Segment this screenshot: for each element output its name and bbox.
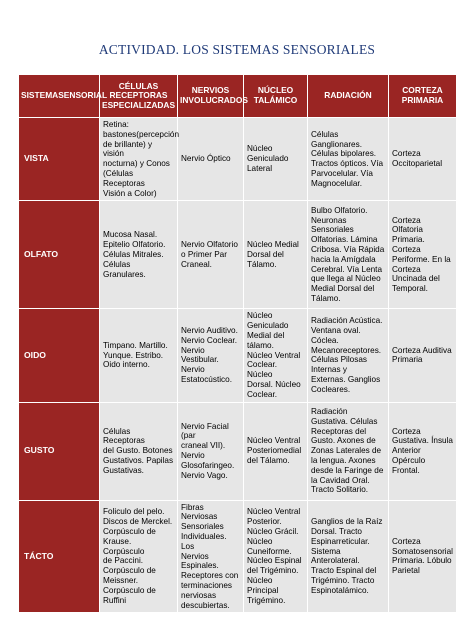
header-sistema-sensorial: SISTEMASENSORIAL: [19, 75, 100, 118]
radiation-cell: Radiación Acústica. Ventana oval. Cóclea. Mecanoreceptores. Células Pilosas Internas y Externas. Ganglios Cocleares.: [308, 309, 389, 402]
receptors-cell: Células Receptoras del Gusto. Botones Gustativos. Papilas Gustativas.: [100, 402, 178, 500]
sense-cell: VISTA: [19, 118, 100, 201]
header-celulas-receptoras: CÉLULAS RECEPTORAS ESPECIALIZADAS: [100, 75, 178, 118]
nerves-cell: Nervio Auditivo. Nervio Coclear. Nervio Vestibular. Nervio Estatocústico.: [178, 309, 244, 402]
receptors-cell: Retina: bastones(percepción de brillante) y visión nocturna) y Conos (Células Receptoras Visión a Color): [100, 118, 178, 201]
receptors-cell: Timpano. Martillo. Yunque. Estribo. Oido interno.: [100, 309, 178, 402]
sensory-systems-table: [18, 74, 457, 613]
cortex-cell: Corteza Gustativa. Ínsula Anterior Opérculo Frontal.: [389, 402, 457, 500]
radiation-cell: Ganglios de la Raíz Dorsal. Tracto Espinarreticular. Sistema Anterolateral. Tracto Espinal del Trigémino. Tracto Espinotalámico.: [308, 500, 389, 613]
sense-cell: TÁCTO: [19, 500, 100, 613]
table-row: [19, 402, 457, 500]
nerves-cell: Fibras Nerviosas Sensoriales Individuales. Los Nervios Espinales. Receptores con terminaciones nerviosas descubiertas.: [178, 500, 244, 613]
sense-cell: GUSTO: [19, 402, 100, 500]
radiation-cell: Radiación Gustativa. Células Receptoras del Gusto. Axones de Zonas Laterales de la lengua. Axones desde la Faringe de la Cavidad Oral. Tracto Solitario.: [308, 402, 389, 500]
nucleus-cell: Núcleo Geniculado Medial del tálamo. Núcleo Ventral Coclear. Núcleo Dorsal. Núcleo Coclear.: [244, 309, 308, 402]
nerves-cell: Nervio Olfatorio o Primer Par Craneal.: [178, 201, 244, 309]
nucleus-cell: Núcleo Geniculado Lateral: [244, 118, 308, 201]
cortex-cell: Corteza Somatosensorial Primaria. Lóbulo Parietal: [389, 500, 457, 613]
radiation-cell: Bulbo Olfatorio. Neuronas Sensoriales Olfatorias. Lámina Cribosa. Vía Rápida hacia la Amígdala Cerebral. Vía Lenta que llega al Núcleo Medial Dorsal del Tálamo.: [308, 201, 389, 309]
table-row: [19, 201, 457, 309]
nerves-cell: Nervio Óptico: [178, 118, 244, 201]
sense-cell: OIDO: [19, 309, 100, 402]
cortex-cell: Corteza Olfatoria Primaria. Corteza Periforme. En la Corteza Uncinada del Temporal.: [389, 201, 457, 309]
table-row: [19, 309, 457, 402]
header-radiacion: RADIACIÓN: [308, 75, 389, 118]
cortex-cell: Corteza Occitoparietal: [389, 118, 457, 201]
table-row: [19, 500, 457, 613]
page-title: ACTIVIDAD. LOS SISTEMAS SENSORIALES: [98, 42, 376, 57]
sense-cell: OLFATO: [19, 201, 100, 309]
table-header-row: [19, 75, 457, 118]
receptors-cell: Foliculo del pelo. Discos de Merckel. Corpúsculo de Krause. Corpúsculo de Paccini. Corpúsculo de Meissner. Corpúsculo de Ruffini: [100, 500, 178, 613]
header-corteza-primaria: CORTEZA PRIMARIA: [389, 75, 457, 118]
header-nucleo-talamico: NÚCLEO TALÁMICO: [244, 75, 308, 118]
nucleus-cell: Núcleo Medial Dorsal del Tálamo.: [244, 201, 308, 309]
nerves-cell: Nervio Facial (par craneal VII). Nervio Glosofaringeo. Nervio Vago.: [178, 402, 244, 500]
nucleus-cell: Núcleo Ventral Posteriomedial del Tálamo.: [244, 402, 308, 500]
table-row: [19, 118, 457, 201]
radiation-cell: Células Ganglionares. Células bipolares. Tractos ópticos. Vía Parvocelular. Vía Magnocelular.: [308, 118, 389, 201]
cortex-cell: Corteza Auditiva Primaria: [389, 309, 457, 402]
nucleus-cell: Núcleo Ventral Posterior. Núcleo Grácil. Núcleo Cuneiforme. Núcleo Espinal del Trigémino. Núcleo Principal Trigémino.: [244, 500, 308, 613]
receptors-cell: Mucosa Nasal. Epitelio Olfatorio. Células Mitrales. Células Granulares.: [100, 201, 178, 309]
header-nervios: NERVIOS INVOLUCRADOS: [178, 75, 244, 118]
